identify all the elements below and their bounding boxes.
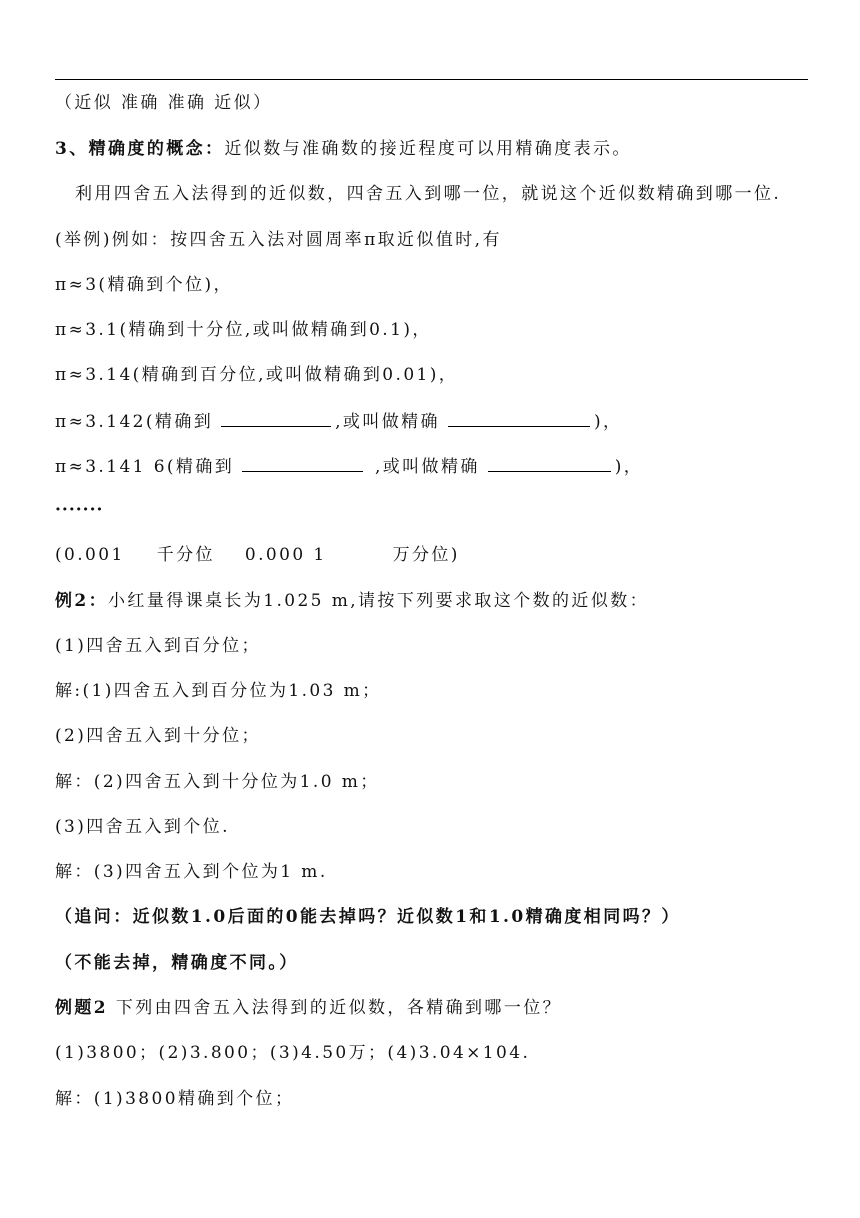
pi-line-ones: π≈3(精确到个位)， (55, 275, 233, 295)
answer-value-2: 0.000 1 (244, 545, 327, 565)
step-line: 解:(1)四舍五入到百分位为1.03 m； (55, 681, 382, 701)
example-title-2-line (55, 996, 562, 1020)
pi-line-thousandths-middle: ,或叫做精确 (335, 412, 440, 432)
pi-line-tenths: π≈3.1(精确到十分位,或叫做精确到0.1)， (55, 320, 432, 340)
definition-line: 利用四舍五入法得到的近似数，四舍五入到哪一位，就说这个近似数精确到哪一位. (75, 184, 782, 204)
ellipsis-line: ······· (55, 500, 104, 520)
header-rule (55, 79, 808, 80)
example-2-line (55, 589, 649, 613)
pi-line-thousandths-suffix: )， (593, 412, 623, 432)
example-numbers-line: (1)3800；(2)3.800；(3)4.50万；(4)3.04×104. (55, 1043, 531, 1063)
step-line: (1)四舍五入到百分位； (55, 636, 261, 656)
answer-place-2: 万分位) (392, 545, 460, 565)
followup-question: （追问：近似数1.0后面的0能去掉吗？近似数1和1.0精确度相同吗？） (55, 907, 681, 927)
answers-line (55, 543, 460, 567)
fill-in-blank (488, 453, 611, 472)
answer-place-1: 千分位 (156, 545, 215, 565)
example-intro-line: (举例)例如：按四舍五入法对圆周率π取近似值时,有 (55, 230, 502, 250)
pi-line-hundredths: π≈3.14(精确到百分位,或叫做精确到0.01)， (55, 365, 459, 385)
solution-line: 解：(1)3800精确到个位； (55, 1089, 295, 1109)
example-title-2-label: 例题2 (55, 998, 109, 1018)
fill-in-blank (448, 408, 590, 427)
followup-answer: （不能去掉，精确度不同。） (55, 953, 299, 973)
pi-line-thousandths-prefix: π≈3.142(精确到 (55, 412, 214, 432)
step-line: (2)四舍五入到十分位； (55, 726, 261, 746)
pi-line-ten-thousandths (55, 453, 643, 477)
pi-line-ten-thousandths-suffix: )， (614, 457, 644, 477)
answer-key-line: （近似 准确 准确 近似） (55, 93, 273, 113)
fill-in-blank (221, 408, 331, 427)
step-line: 解：(3)四舍五入到个位为1 m. (55, 862, 328, 882)
pi-line-thousandths (55, 408, 622, 432)
section-3-text: 近似数与准确数的接近程度可以用精确度表示。 (224, 139, 632, 159)
step-line: 解：(2)四舍五入到十分位为1.0 m； (55, 772, 380, 792)
step-line: (3)四舍五入到个位. (55, 817, 230, 837)
answer-value-1: (0.001 (55, 545, 125, 565)
example-2-label: 例2： (55, 591, 109, 611)
example-2-text: 小红量得课桌长为1.025 m,请按下列要求取这个数的近似数： (108, 591, 650, 611)
pi-line-ten-thousandths-prefix: π≈3.141 6(精确到 (55, 457, 235, 477)
example-title-2-text: 下列由四舍五入法得到的近似数，各精确到哪一位？ (108, 998, 563, 1018)
fill-in-blank (242, 453, 363, 472)
pi-line-ten-thousandths-middle: ,或叫做精确 (367, 457, 480, 477)
section-3-line (55, 137, 632, 161)
section-3-label: 3、精确度的概念： (55, 139, 225, 159)
